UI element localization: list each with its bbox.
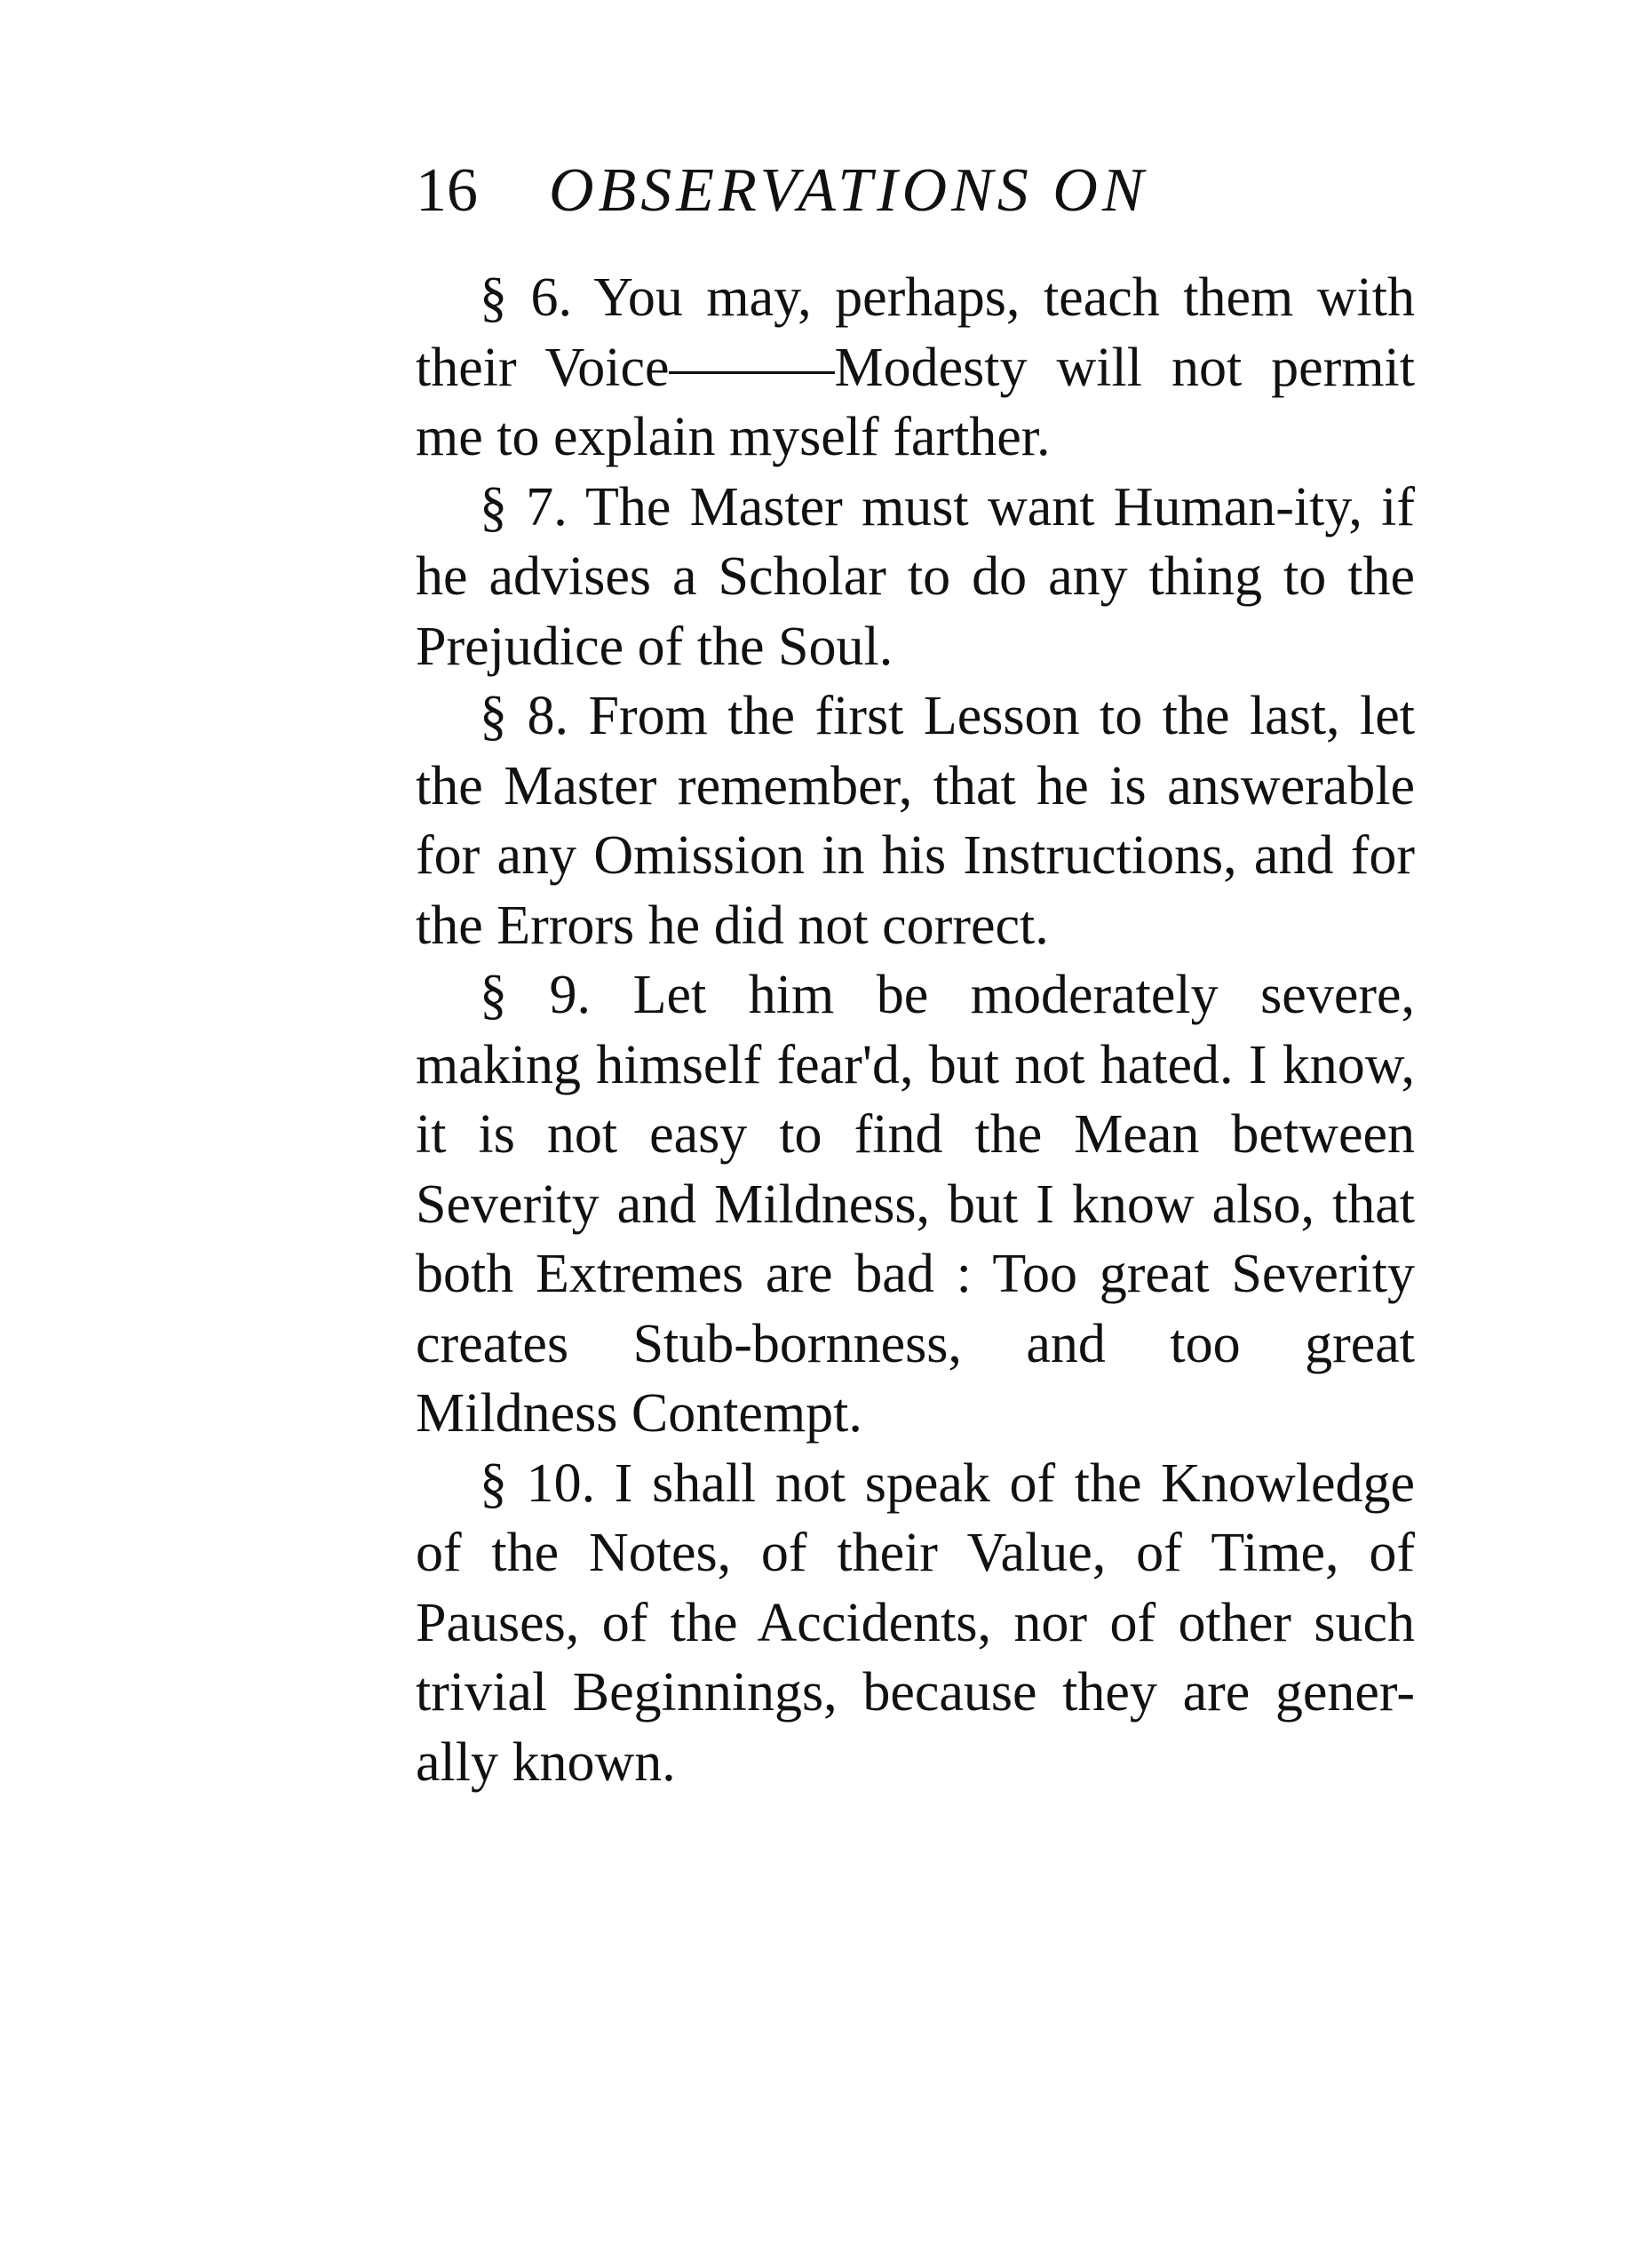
section-9-paragraph: § 9. Let him be moderately severe, making himself fear'd, but not hated. I know, it is not easy to find the Mean between Severity and Mildness, but I know also, that both Extremes are bad : Too great Severity creates Stub-bornness, and too great Mildness Contempt. xyxy=(416,965,1415,1444)
page-number: 16 xyxy=(416,156,478,225)
section-10-paragraph: § 10. I shall not speak of the Knowledge of the Notes, of their Value, of Time, of Pauses, of the Accidents, nor of other such trivial Beginnings, because they are gener-ally known. xyxy=(416,1452,1415,1793)
section-6-paragraph: § 6. You may, perhaps, teach them with their Voice———Modesty will not permit me to explain myself farther. xyxy=(416,267,1415,467)
page-header xyxy=(416,142,1419,240)
section-8-paragraph: § 8. From the first Lesson to the last, let the Master remember, that he is answerable for any Omission in his Instructions, and for the Errors he did not correct. xyxy=(416,686,1415,956)
body-text xyxy=(416,263,1415,1797)
running-title: OBSERVATIONS ON xyxy=(549,156,1148,225)
section-7-paragraph: § 7. The Master must want Human-ity, if he advises a Scholar to do any thing to the Prejudice of the Soul. xyxy=(416,476,1415,677)
